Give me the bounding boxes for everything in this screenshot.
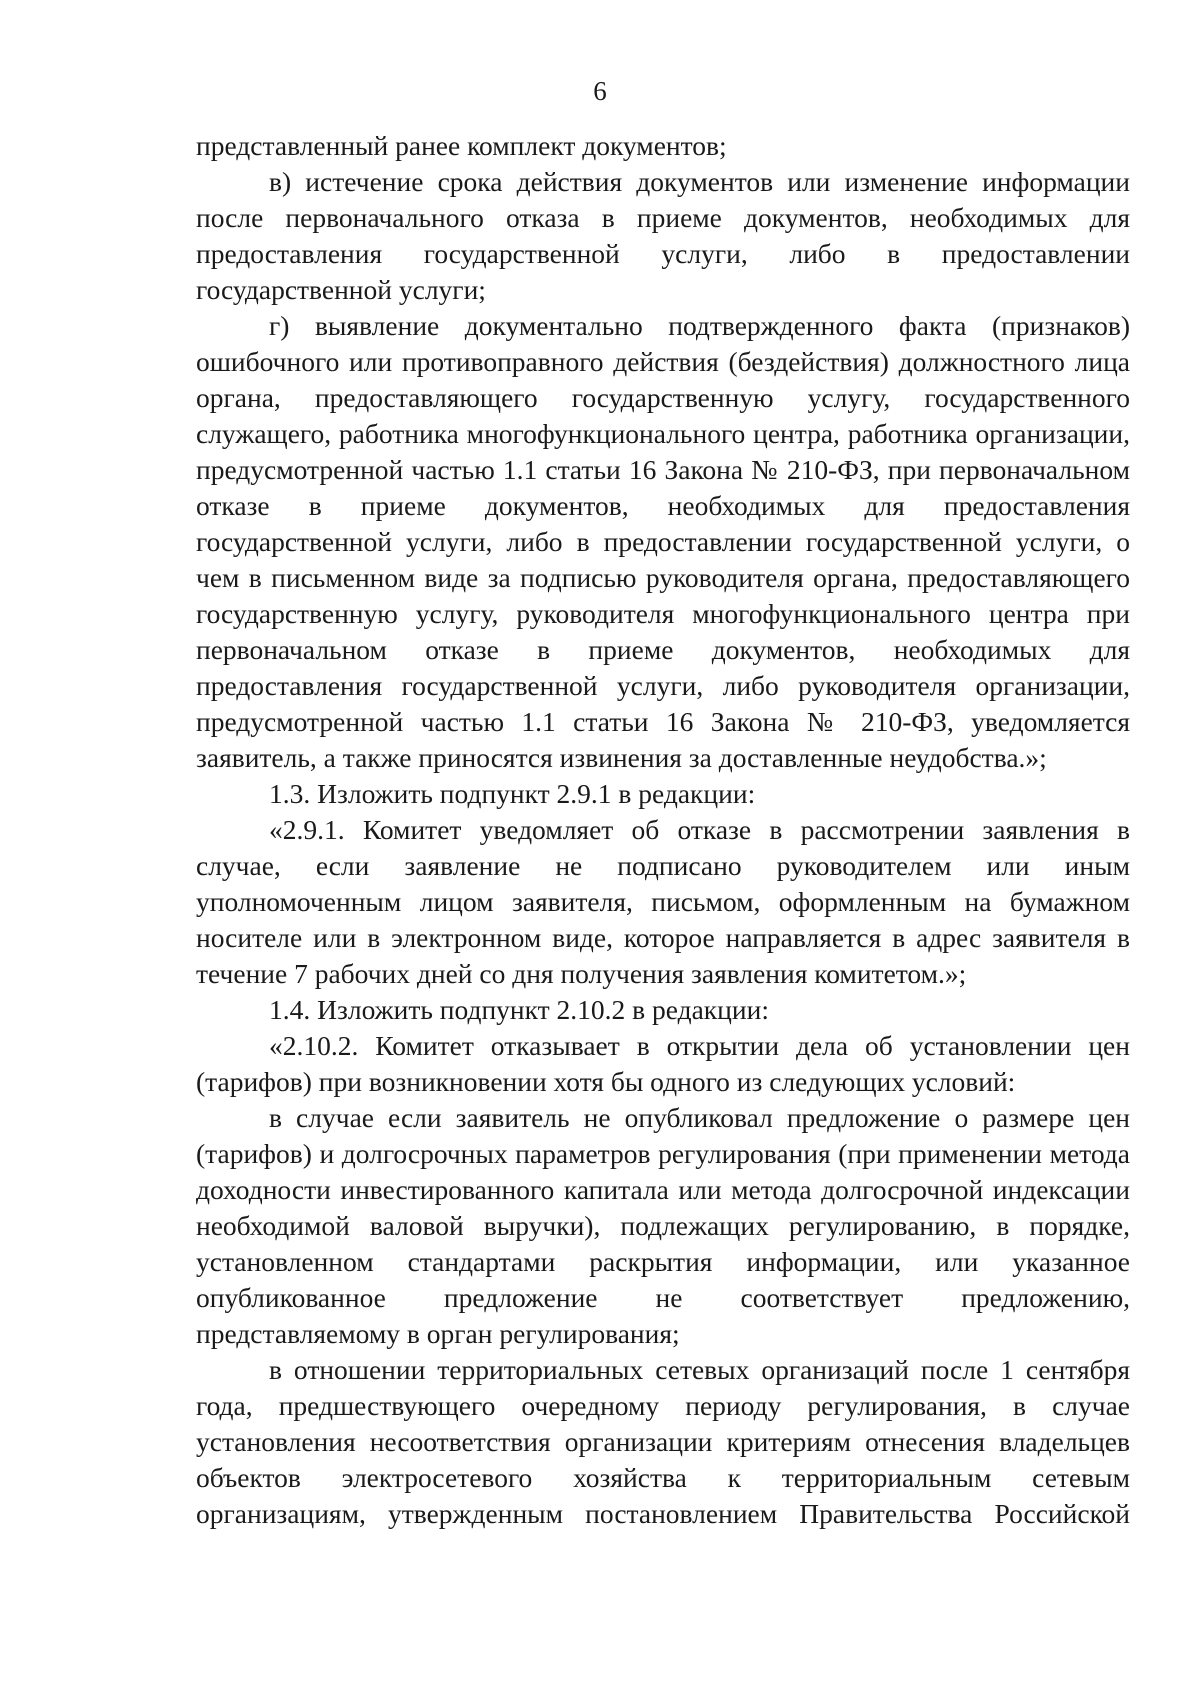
paragraph-clause-1-3: 1.3. Изложить подпункт 2.9.1 в редакции: <box>269 778 756 809</box>
paragraph-condition-network-organizations: в отношении территориальных сетевых организаций после 1 сентября года, предшествующего очередному периоду регулирования, в случае установления несоответствия организации критериям отнесения владельцев объектов электросетевого хозяйства к территориальным сетевым организациям, утвержденным постановлением Правительства Российской <box>196 1354 1130 1529</box>
paragraph-condition-publication: в случае если заявитель не опубликовал предложение о размере цен (тарифов) и долгосрочных параметров регулирования (при применении метода доходности инвестированного капитала или метода долгосрочной индексации необходимой валовой выручки), подлежащих регулированию, в порядке, установленном стандартами раскрытия информации, или указанное опубликованное предложение не соответствует предложению, представляемому в орган регулирования; <box>196 1102 1130 1349</box>
page-number: 6 <box>593 76 607 106</box>
paragraph-item-g: г) выявление документально подтвержденного факта (признаков) ошибочного или противоправного действия (бездействия) должностного лица органа, предоставляющего государственную услугу, государственного служащего, работника многофункционального центра, работника организации, предусмотренной частью 1.1 статьи 16 Закона № 210-ФЗ, при первоначальном отказе в приеме документов, необходимых для предоставления государственной услуги, либо в предоставлении государственной услуги, о чем в письменном виде за подписью руководителя органа, предоставляющего государственную услугу, руководителя многофункционального центра при первоначальном отказе в приеме документов, необходимых для предоставления государственной услуги, либо руководителя организации, предусмотренной частью 1.1 статьи 16 Закона № 210-ФЗ, уведомляется заявитель, а также приносятся извинения за доставленные неудобства.»; <box>196 310 1130 773</box>
paragraph-subclause-2-9-1: «2.9.1. Комитет уведомляет об отказе в рассмотрении заявления в случае, если заявление не подписано руководителем или иным уполномоченным лицом заявителя, письмом, оформленным на бумажном носителе или в электронном виде, которое направляется в адрес заявителя в течение 7 рабочих дней со дня получения заявления комитетом.»; <box>196 814 1130 989</box>
paragraph-continuation: представленный ранее комплект документов; <box>196 130 727 161</box>
paragraph-subclause-2-10-2: «2.10.2. Комитет отказывает в открытии дела об установлении цен (тарифов) при возникновении хотя бы одного из следующих условий: <box>196 1030 1130 1097</box>
document-body <box>196 128 1130 1532</box>
paragraph-item-v: в) истечение срока действия документов или изменение информации после первоначального отказа в приеме документов, необходимых для предоставления государственной услуги, либо в предоставлении государственной услуги; <box>196 166 1130 305</box>
paragraph-clause-1-4: 1.4. Изложить подпункт 2.10.2 в редакции: <box>269 994 769 1025</box>
